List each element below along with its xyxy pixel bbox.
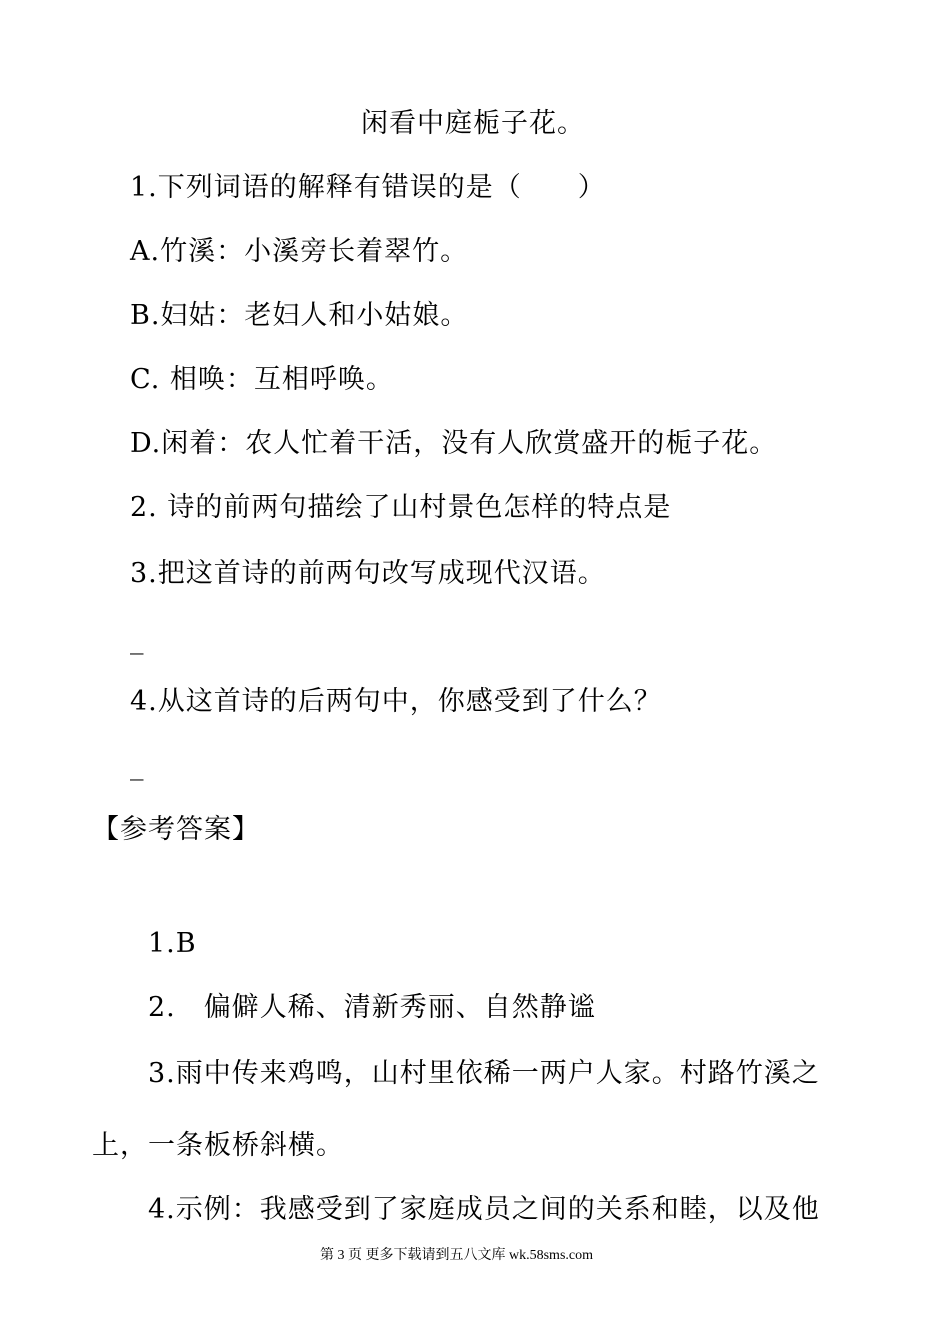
answer-1: 1.B [148, 928, 197, 959]
page-footer: 第 3 页 更多下载请到五八文库 wk.58sms.com [320, 1248, 593, 1263]
answer-4-line-1: 4.示例：我感受到了家庭成员之间的关系和睦，以及他 [148, 1194, 820, 1225]
question-4: 4.从这首诗的后两句中，你感受到了什么？ [130, 686, 662, 717]
answer-2: 2. 偏僻人稀、清新秀丽、自然静谧 [148, 992, 596, 1023]
answer-3-line-1: 3.雨中传来鸡鸣，山村里依稀一两户人家。村路竹溪之 [148, 1058, 820, 1089]
question-1-option-a: A.竹溪：小溪旁长着翠竹。 [130, 236, 469, 267]
answers-heading: 【参考答案】 [92, 814, 260, 845]
question-1-option-b: B.妇姑：老妇人和小姑娘。 [130, 300, 469, 331]
question-1: 1.下列词语的解释有错误的是（ ） [130, 172, 606, 203]
question-1-option-c: C. 相唤：互相呼唤。 [130, 364, 394, 395]
answer-3-line-2: 上，一条板桥斜横。 [92, 1130, 344, 1161]
question-4-answer-blank: _ [130, 750, 145, 781]
question-3-answer-blank: _ [130, 624, 145, 655]
question-2: 2. 诗的前两句描绘了山村景色怎样的特点是 [130, 492, 672, 523]
poem-last-line: 闲看中庭栀子花。 [361, 108, 585, 139]
question-1-option-d: D.闲着：农人忙着干活，没有人欣赏盛开的栀子花。 [130, 428, 778, 459]
question-3: 3.把这首诗的前两句改写成现代汉语。 [130, 558, 606, 589]
